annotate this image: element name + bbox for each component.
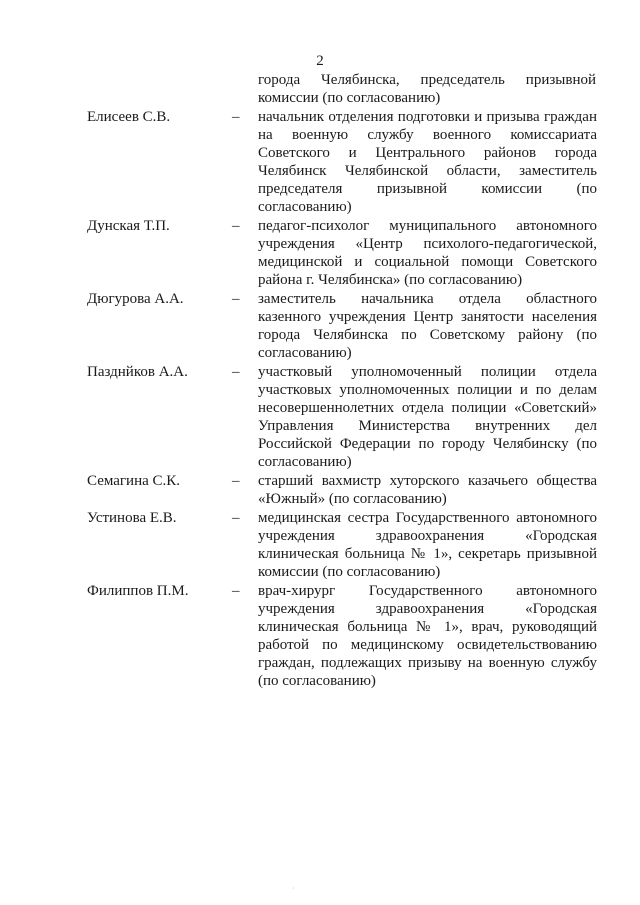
member-dash: – <box>232 510 240 526</box>
members-list <box>87 108 599 690</box>
member-description: педагог-психолог муниципального автономного учреждения «Центр психолого-педагогической, медицинской и социальной помощи Советского района г. Челябинска» (по согласованию) <box>258 218 597 288</box>
member-description: медицинская сестра Государственного автономного учреждения здравоохранения «Городская клиническая больница № 1», секретарь призывной комиссии (по согласованию) <box>258 510 597 580</box>
page-number: 2 <box>316 53 324 69</box>
member-dash: – <box>232 218 240 234</box>
member-row <box>87 472 599 508</box>
member-row <box>87 290 599 362</box>
member-name: Пазднйков А.А. <box>87 364 188 380</box>
member-row <box>87 217 599 289</box>
member-description: старший вахмистр хуторского казачьего общества «Южный» (по согласованию) <box>258 473 597 507</box>
member-row <box>87 582 599 690</box>
member-row <box>87 509 599 581</box>
member-description: участковый уполномоченный полиции отдела участковых уполномоченных полиции и по делам несовершеннолетних отдела полиции «Советский» Управления Министерства внутренних дел Российской Федерации по городу Челябинску (по согласованию) <box>258 364 597 470</box>
scan-speck: · <box>292 884 295 893</box>
member-name: Устинова Е.В. <box>87 510 177 526</box>
member-name: Дунская Т.П. <box>87 218 170 234</box>
member-name: Дюгурова А.А. <box>87 291 184 307</box>
member-name: Елисеев С.В. <box>87 109 171 125</box>
member-row <box>87 363 599 471</box>
lead-paragraph: города Челябинска, председатель призывной комиссии (по согласованию) <box>258 72 596 106</box>
member-name: Филиппов П.М. <box>87 583 189 599</box>
member-dash: – <box>232 291 240 307</box>
member-description: заместитель начальника отдела областного казенного учреждения Центр занятости населения города Челябинска по Советскому району (по согласованию) <box>258 291 597 361</box>
member-row <box>87 108 599 216</box>
member-dash: – <box>232 364 240 380</box>
member-description: врач-хирург Государственного автономного учреждения здравоохранения «Городская клиническая больница № 1», врач, руководящий работой по медицинскому освидетельствованию граждан, подлежащих призыву на военную службу (по согласованию) <box>258 583 597 689</box>
member-name: Семагина С.К. <box>87 473 181 489</box>
member-dash: – <box>232 109 240 125</box>
member-description: начальник отделения подготовки и призыва граждан на военную службу военного комиссариата Советского и Центрального районов города Челябинск Челябинской области, заместитель председателя призывной комиссии (по согласованию) <box>258 109 597 215</box>
member-dash: – <box>232 473 240 489</box>
member-dash: – <box>232 583 240 599</box>
